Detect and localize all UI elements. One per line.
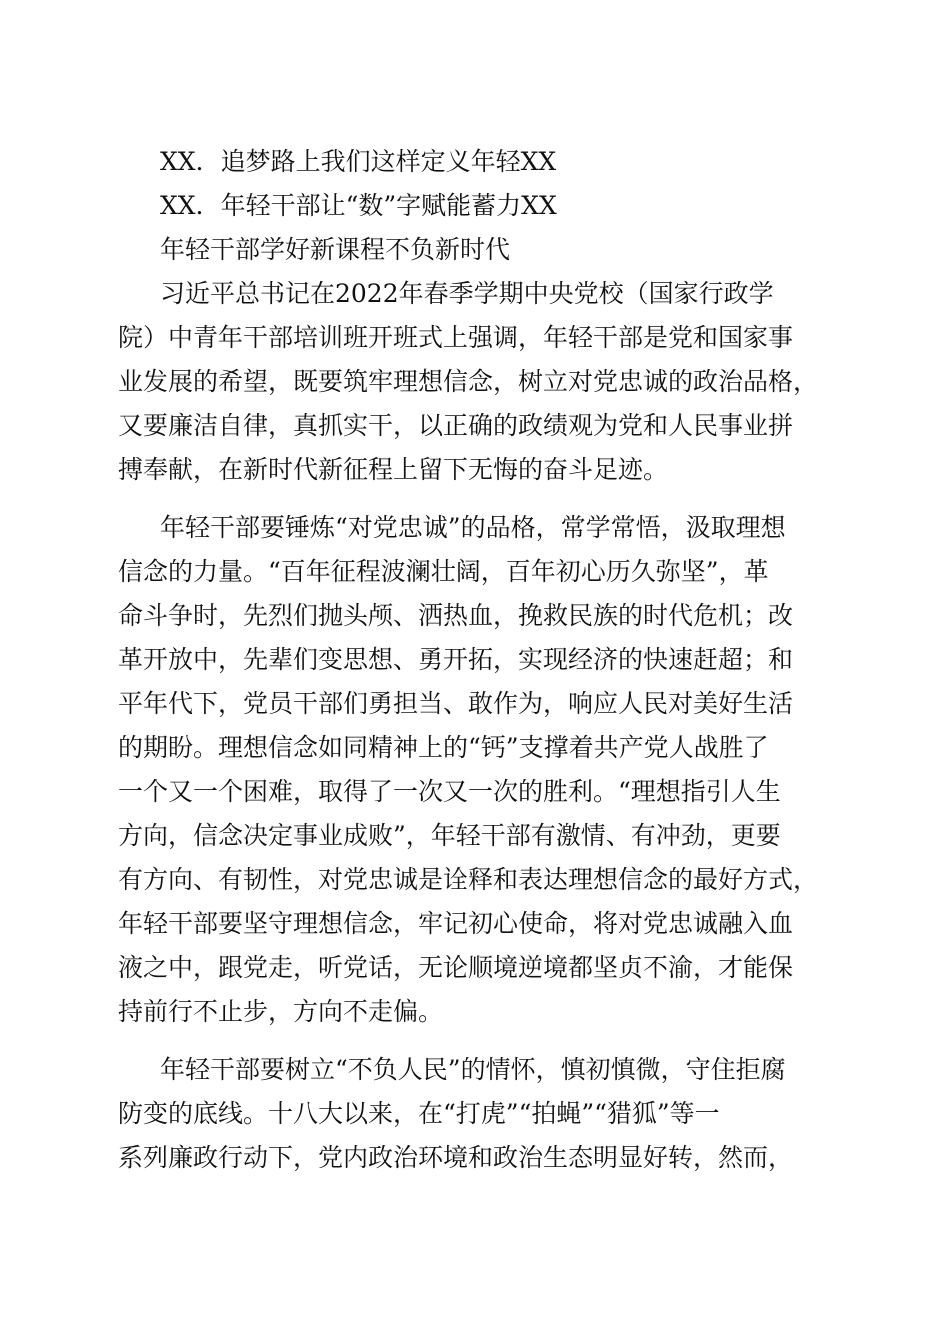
paragraph-line: 系列廉政行动下，党内政治环境和政治生态明显好转，然而， bbox=[118, 1143, 794, 1172]
paragraph-line: 有方向、有韧性，对党忠诚是诠释和表达理想信念的最好方式， bbox=[118, 865, 819, 894]
heading-3: 年轻干部学好新课程不负新时代 bbox=[160, 235, 511, 264]
heading-2: XX．年轻干部让“数”字赋能蓄力XX bbox=[160, 191, 557, 220]
paragraph-spacer bbox=[118, 492, 833, 506]
paragraph-line: 搏奉献，在新时代新征程上留下无悔的奋斗足迹。 bbox=[118, 455, 669, 484]
paragraph-spacer bbox=[118, 1034, 833, 1048]
paragraph-line: 持前行不止步，方向不走偏。 bbox=[118, 997, 444, 1026]
paragraph-line: 年轻干部要锤炼“对党忠诚”的品格，常学常悟，汲取理想 bbox=[160, 513, 786, 542]
paragraph-line: 院）中青年干部培训班开班式上强调，年轻干部是党和国家事 bbox=[118, 323, 794, 352]
paragraph-line: 业发展的希望，既要筑牢理想信念，树立对党忠诚的政治品格， bbox=[118, 367, 819, 396]
paragraph-line: 平年代下，党员干部们勇担当、敢作为，响应人民对美好生活 bbox=[118, 689, 794, 718]
paragraph-2 bbox=[118, 506, 833, 1034]
paragraph-line: 年轻干部要树立“不负人民”的情怀，慎初慎微，守住拒腐 bbox=[160, 1055, 786, 1084]
paragraph-line: 习近平总书记在2022年春季学期中央党校（国家行政学 bbox=[160, 279, 774, 308]
paragraph-line: 液之中，跟党走，听党话，无论顺境逆境都坚贞不渝，才能保 bbox=[118, 953, 794, 982]
document-body bbox=[118, 140, 833, 1180]
paragraph-line: 信念的力量。“百年征程波澜壮阔，百年初心历久弥坚”，革 bbox=[118, 557, 769, 586]
paragraph-line: 防变的底线。十八大以来，在“打虎”“拍蝇”“猎狐”等一 bbox=[118, 1099, 720, 1128]
paragraph-1 bbox=[118, 272, 833, 492]
paragraph-3 bbox=[118, 1048, 833, 1180]
paragraph-line: 年轻干部要坚守理想信念，牢记初心使命，将对党忠诚融入血 bbox=[118, 909, 794, 938]
paragraph-line: 命斗争时，先烈们抛头颅、洒热血，挽救民族的时代危机；改 bbox=[118, 601, 794, 630]
paragraph-line: 一个又一个困难，取得了一次又一次的胜利。“理想指引人生 bbox=[118, 777, 781, 806]
paragraph-line: 革开放中，先辈们变思想、勇开拓，实现经济的快速赶超；和 bbox=[118, 645, 794, 674]
paragraph-line: 又要廉洁自律，真抓实干，以正确的政绩观为党和人民事业拼 bbox=[118, 411, 794, 440]
paragraph-line: 方向，信念决定事业成败”，年轻干部有激情、有冲劲，更要 bbox=[118, 821, 781, 850]
paragraph-line: 的期盼。理想信念如同精神上的“钙”支撑着共产党人战胜了 bbox=[118, 733, 769, 762]
heading-1: XX．追梦路上我们这样定义年轻XX bbox=[160, 147, 557, 176]
